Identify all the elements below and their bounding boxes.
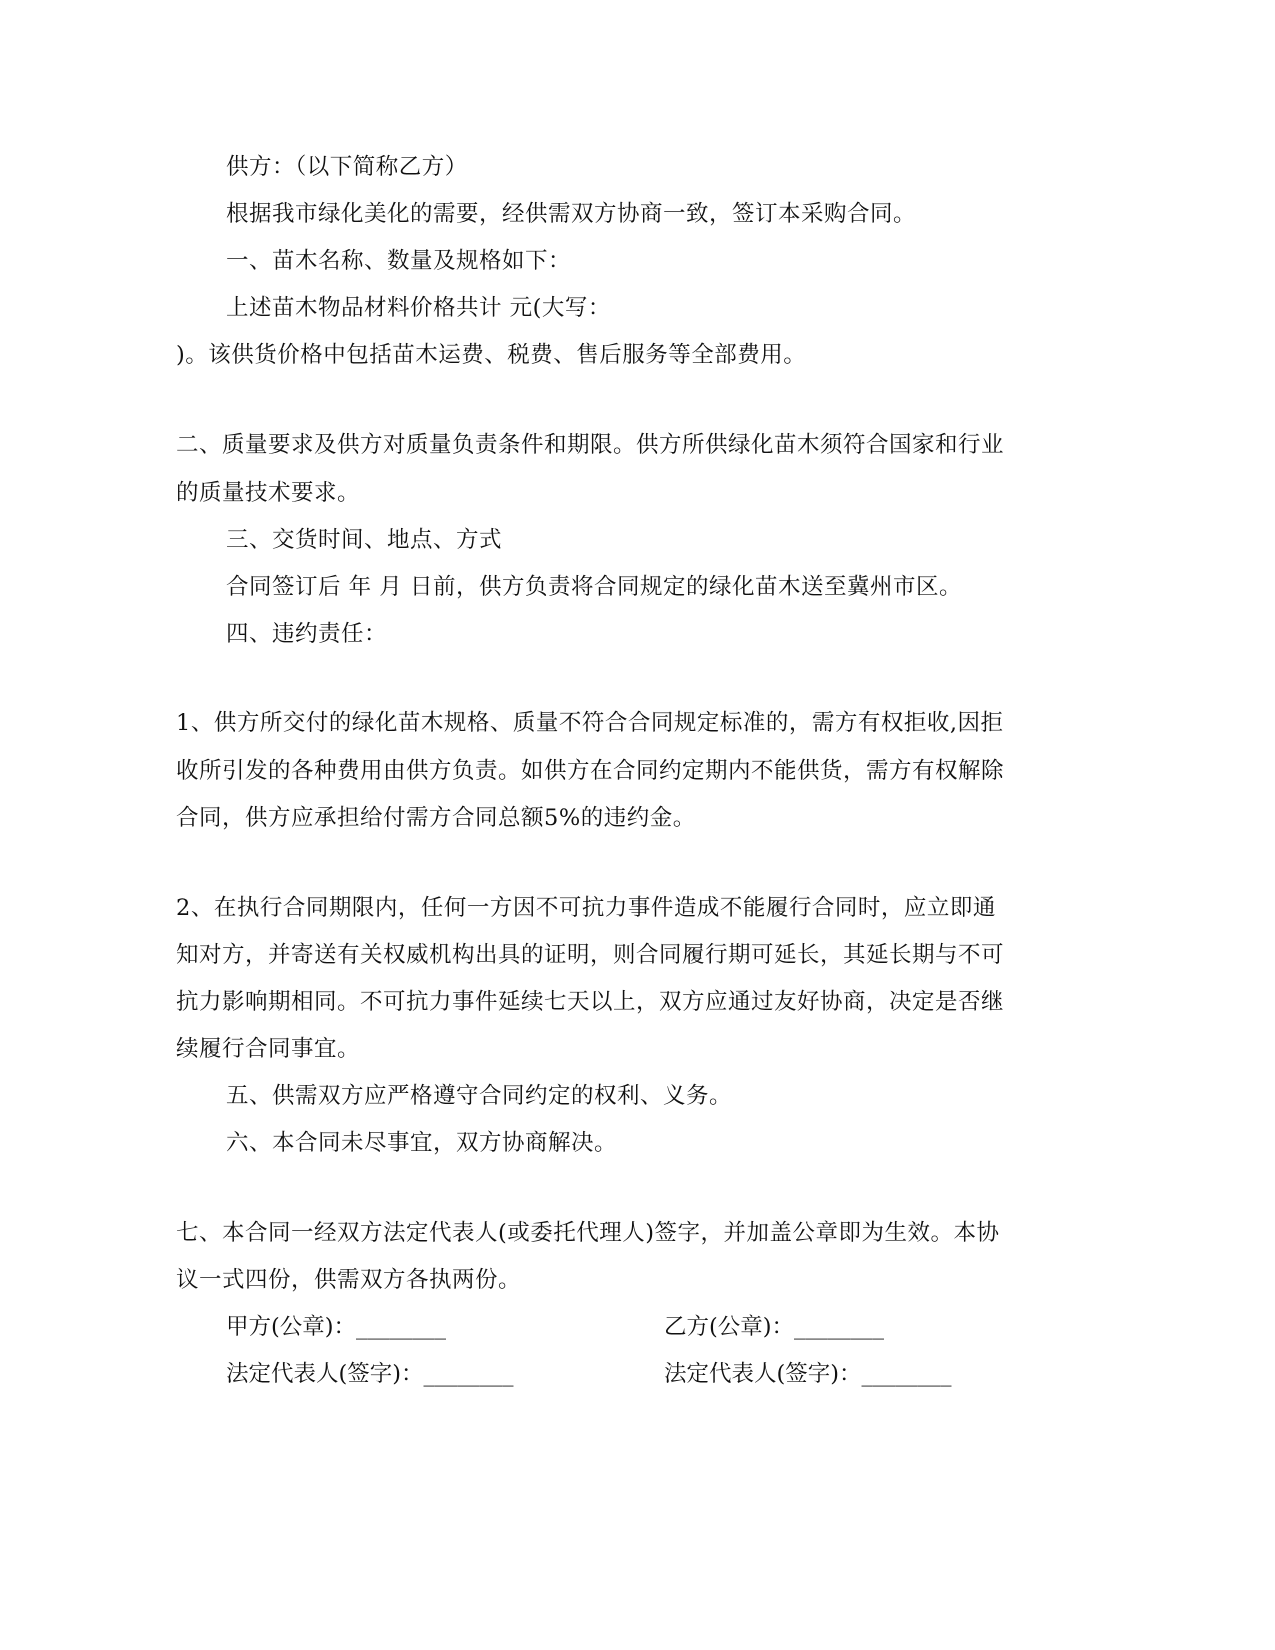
section-2-line-2: 的质量技术要求。: [176, 480, 361, 506]
section-4-heading: 四、违约责任：: [226, 621, 388, 647]
clause-1-line-1: 1、供方所交付的绿化苗木规格、质量不符合合同规定标准的，需方有权拒收,因拒: [176, 710, 1004, 736]
delivery-line: 合同签订后 年 月 日前，供方负责将合同规定的绿化苗木送至冀州市区。: [226, 574, 962, 600]
clause-2-line-3: 抗力影响期相同。不可抗力事件延续七天以上，双方应通过友好协商，决定是否继: [176, 989, 1005, 1015]
price-line-2: )。该供货价格中包括苗木运费、税费、售后服务等全部费用。: [176, 342, 807, 368]
section-1-heading: 一、苗木名称、数量及规格如下：: [226, 248, 572, 274]
section-5-line: 五、供需双方应严格遵守合同约定的权利、义务。: [226, 1083, 733, 1109]
party-b-seal: 乙方(公章)：________: [664, 1314, 885, 1340]
section-2-line-1: 二、质量要求及供方对质量负责条件和期限。供方所供绿化苗木须符合国家和行业: [176, 432, 1005, 458]
clause-2-line-2: 知对方，并寄送有关权威机构出具的证明，则合同履行期可延长，其延长期与不可: [176, 942, 1005, 968]
supplier-line: 供方：（以下简称乙方）: [226, 154, 468, 180]
party-a-representative: 法定代表人(签字)：________: [226, 1361, 514, 1387]
clause-2-line-4: 续履行合同事宜。: [176, 1036, 361, 1062]
section-6-line: 六、本合同未尽事宜，双方协商解决。: [226, 1130, 618, 1156]
section-7-line-2: 议一式四份，供需双方各执两份。: [176, 1267, 522, 1293]
preamble-paragraph: 根据我市绿化美化的需要，经供需双方协商一致，签订本采购合同。: [226, 201, 917, 227]
clause-1-line-3: 合同，供方应承担给付需方合同总额5%的违约金。: [176, 805, 696, 831]
clause-1-line-2: 收所引发的各种费用由供方负责。如供方在合同约定期内不能供货，需方有权解除: [176, 758, 1005, 784]
section-3-heading: 三、交货时间、地点、方式: [226, 527, 503, 553]
party-b-representative: 法定代表人(签字)：________: [664, 1361, 952, 1387]
clause-2-line-1: 2、在执行合同期限内，任何一方因不可抗力事件造成不能履行合同时，应立即通: [176, 895, 996, 921]
price-line-1: 上述苗木物品材料价格共计 元(大写：: [226, 295, 611, 321]
party-a-seal: 甲方(公章)：________: [226, 1314, 447, 1340]
section-7-line-1: 七、本合同一经双方法定代表人(或委托代理人)签字，并加盖公章即为生效。本协: [176, 1220, 1000, 1246]
